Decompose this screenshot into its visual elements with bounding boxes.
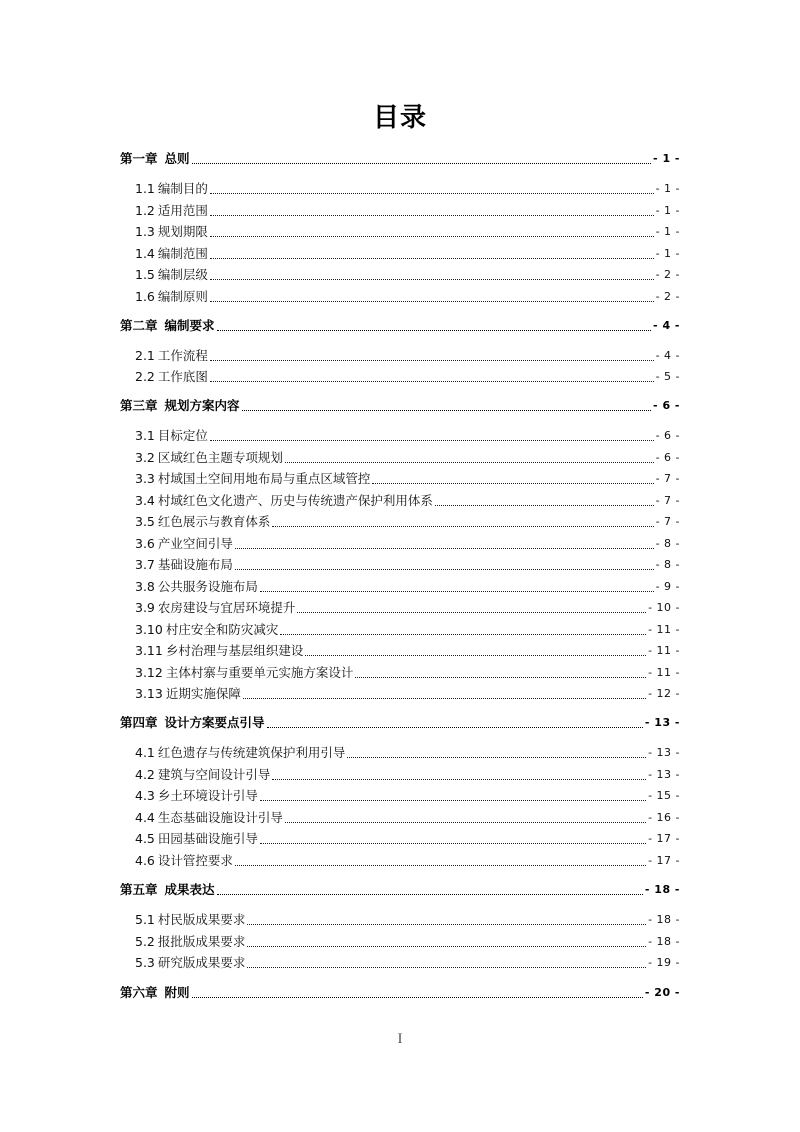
toc-entry-title: 目标定位 [157, 428, 208, 443]
dot-leader [217, 317, 652, 335]
toc-entry-number: 2.2 [135, 369, 155, 384]
toc-entry-number: 4.5 [135, 831, 155, 846]
toc-section-3-3[interactable] [120, 470, 680, 488]
dot-leader [372, 470, 653, 488]
toc-entry-title: 设计管控要求 [157, 852, 233, 868]
toc-section-3-7[interactable] [120, 556, 680, 574]
toc-entry-number: 4.6 [135, 852, 155, 868]
toc-entry-page: - 4 - [653, 319, 680, 332]
toc-entry-title: 生态基础设施设计引导 [157, 809, 283, 825]
toc-entry-page: - 1 - [655, 246, 680, 260]
toc-section-1-6[interactable] [120, 288, 680, 306]
dot-leader [267, 714, 643, 732]
toc-section-1-2[interactable] [120, 202, 680, 220]
dot-leader [235, 852, 646, 870]
dot-leader [260, 787, 646, 805]
toc-entry-title: 编制目的 [157, 181, 208, 196]
toc-entry-number: 3.4 [135, 492, 155, 508]
toc-section-3-12[interactable] [120, 664, 680, 682]
dot-leader [435, 492, 654, 510]
toc-section-2-1[interactable] [120, 347, 680, 365]
toc-entry-number: 3.3 [135, 471, 155, 486]
toc-entry-number: 5.3 [135, 955, 155, 970]
toc-entry-title: 研究版成果要求 [157, 955, 246, 970]
toc-section-3-11[interactable] [120, 642, 680, 660]
toc-section-1-3[interactable] [120, 223, 680, 241]
toc-section-5-3[interactable] [120, 954, 680, 972]
toc-section-4-4[interactable] [120, 809, 680, 827]
toc-entry-page: - 18 - [648, 934, 680, 948]
toc-entry-title: 公共服务设施布局 [157, 578, 258, 594]
toc-section-3-5[interactable] [120, 513, 680, 531]
dot-leader [210, 427, 654, 445]
toc-entry-title: 工作底图 [157, 369, 208, 384]
toc-entry-page: - 5 - [655, 370, 680, 383]
dot-leader [272, 766, 646, 784]
toc-section-5-2[interactable] [120, 933, 680, 951]
toc-entry-page: - 18 - [644, 883, 680, 896]
toc-section-4-1[interactable] [120, 744, 680, 762]
toc-entry-title: 编制层级 [157, 267, 208, 282]
toc-entry-title: 附则 [164, 985, 190, 1000]
toc-section-1-5[interactable] [120, 266, 680, 284]
toc-entry-page: - 1 - [655, 182, 680, 195]
dot-leader [210, 347, 654, 365]
toc-entry-title: 编制范围 [157, 245, 208, 261]
dot-leader [247, 954, 646, 972]
toc-entry-title: 村民版成果要求 [157, 912, 246, 927]
dot-leader [347, 744, 646, 762]
toc-section-3-10[interactable] [120, 621, 680, 639]
dot-leader [247, 933, 646, 951]
toc-entry-page: - 6 - [655, 450, 680, 464]
toc-section-3-2[interactable] [120, 449, 680, 467]
toc-section-4-6[interactable] [120, 852, 680, 870]
toc-entry-number: 5.2 [135, 933, 155, 949]
dot-leader [355, 664, 646, 682]
toc-section-3-8[interactable] [120, 578, 680, 596]
toc-entry-page: - 2 - [655, 268, 680, 281]
toc-entry-number: 4.2 [135, 766, 155, 782]
toc-section-3-4[interactable] [120, 492, 680, 510]
toc-entry-number: 第三章 [120, 398, 158, 413]
dot-leader [210, 266, 654, 284]
toc-entry-page: - 2 - [655, 289, 680, 303]
toc-entry-title: 工作流程 [157, 347, 208, 363]
toc-entry-title: 总则 [164, 151, 190, 166]
dot-leader [285, 809, 646, 827]
dot-leader [260, 578, 654, 596]
dot-leader [210, 245, 654, 263]
toc-entry-number: 2.1 [135, 347, 155, 363]
toc-entry-number: 1.3 [135, 224, 155, 239]
toc-entry-number: 第四章 [120, 715, 158, 730]
toc-entry-number: 第五章 [120, 882, 158, 897]
toc-entry-page: - 12 - [648, 687, 680, 700]
toc-entry-title: 村域红色文化遗产、历史与传统遗产保护利用体系 [157, 492, 433, 508]
toc-section-2-2[interactable] [120, 368, 680, 386]
toc-entry-title: 成果表达 [164, 882, 215, 897]
toc-entry-number: 3.9 [135, 600, 155, 615]
toc-entry-title: 红色遗存与传统建筑保护利用引导 [157, 745, 346, 760]
toc-entry-page: - 8 - [655, 558, 680, 571]
dot-leader [305, 642, 646, 660]
toc-entry-page: - 10 - [648, 601, 680, 614]
toc-entry-title: 乡村治理与基层组织建设 [165, 643, 304, 658]
toc-entry-page: - 8 - [655, 536, 680, 550]
toc-entry-title: 农房建设与宜居环境提升 [157, 600, 296, 615]
toc-entry-page: - 6 - [655, 429, 680, 442]
toc-entry-page: - 7 - [655, 515, 680, 528]
toc-entry-number: 3.7 [135, 557, 155, 572]
toc-entry-title: 适用范围 [157, 202, 208, 218]
toc-entry-number: 3.12 [135, 664, 163, 680]
toc-entry-number: 1.6 [135, 288, 155, 304]
toc-entry-page: - 11 - [648, 622, 680, 636]
toc-section-3-6[interactable] [120, 535, 680, 553]
toc-section-3-9[interactable] [120, 599, 680, 617]
toc-entry-title: 乡土环境设计引导 [157, 788, 258, 803]
toc-entry-number: 1.5 [135, 267, 155, 282]
dot-leader [192, 984, 643, 1002]
toc-entry-number: 5.1 [135, 912, 155, 927]
toc-entry-page: - 13 - [644, 716, 680, 729]
dot-leader [210, 180, 654, 198]
toc-entry-page: - 11 - [648, 644, 680, 657]
dot-leader [235, 535, 654, 553]
toc-chapter-4[interactable] [120, 714, 680, 732]
toc-entry-number: 4.3 [135, 788, 155, 803]
dot-leader [243, 685, 646, 703]
dot-leader [280, 621, 646, 639]
toc-entry-number: 4.1 [135, 745, 155, 760]
toc-entry-title: 编制原则 [157, 288, 208, 304]
dot-leader [260, 830, 646, 848]
dot-leader [247, 911, 646, 929]
toc-entry-title: 村域国土空间用地布局与重点区域管控 [157, 471, 371, 486]
page-number: I [397, 1031, 403, 1047]
toc-section-4-3[interactable] [120, 787, 680, 805]
toc-section-3-13[interactable] [120, 685, 680, 703]
toc-section-4-5[interactable] [120, 830, 680, 848]
toc-entry-page: - 15 - [648, 789, 680, 802]
toc-chapter-3[interactable] [120, 397, 680, 415]
dot-leader [210, 202, 654, 220]
toc-entry-page: - 17 - [648, 832, 680, 845]
dot-leader [192, 150, 652, 168]
toc-section-3-1[interactable] [120, 427, 680, 445]
toc-entry-title: 基础设施布局 [157, 557, 233, 572]
toc-entry-number: 1.1 [135, 181, 155, 196]
toc-entry-number: 1.2 [135, 202, 155, 218]
toc-entry-number: 1.4 [135, 245, 155, 261]
toc-entry-number: 第二章 [120, 318, 158, 333]
toc-chapter-5[interactable] [120, 881, 680, 899]
toc-entry-number: 3.5 [135, 514, 155, 529]
toc-entry-page: - 20 - [644, 986, 680, 999]
toc-entry-number: 3.1 [135, 428, 155, 443]
toc-entry-page: - 13 - [648, 746, 680, 759]
toc-entry-number: 3.6 [135, 535, 155, 551]
dot-leader [210, 368, 654, 386]
toc-entry-title: 田园基础设施引导 [157, 831, 258, 846]
toc-entry-page: - 1 - [653, 152, 680, 165]
dot-leader [285, 449, 654, 467]
toc-entry-page: - 16 - [648, 810, 680, 824]
toc-entry-page: - 19 - [648, 956, 680, 969]
toc-entry-page: - 9 - [655, 579, 680, 593]
toc-chapter-1[interactable] [120, 150, 680, 168]
dot-leader [235, 556, 654, 574]
dot-leader [242, 397, 652, 415]
toc-entry-number: 第六章 [120, 985, 158, 1000]
toc-entry-number: 4.4 [135, 809, 155, 825]
toc-section-5-1[interactable] [120, 911, 680, 929]
toc-entry-title: 产业空间引导 [157, 535, 233, 551]
toc-entry-title: 设计方案要点引导 [164, 715, 265, 730]
toc-section-1-4[interactable] [120, 245, 680, 263]
toc-entry-title: 主体村寨与重要单元实施方案设计 [165, 664, 354, 680]
toc-entry-page: - 1 - [655, 203, 680, 217]
toc-entry-page: - 13 - [648, 767, 680, 781]
toc-entry-number: 3.10 [135, 621, 163, 637]
toc-entry-number: 3.2 [135, 449, 155, 465]
toc-entry-number: 3.8 [135, 578, 155, 594]
toc-entry-page: - 7 - [655, 472, 680, 485]
toc-entry-number: 第一章 [120, 151, 158, 166]
toc-entry-page: - 1 - [655, 225, 680, 238]
toc-entry-title: 规划期限 [157, 224, 208, 239]
dot-leader [217, 881, 643, 899]
toc-entry-title: 规划方案内容 [164, 398, 240, 413]
toc-chapter-6[interactable] [120, 984, 680, 1002]
toc-entry-page: - 7 - [655, 493, 680, 507]
dot-leader [210, 288, 654, 306]
toc-chapter-2[interactable] [120, 317, 680, 335]
toc-entry-page: - 17 - [648, 853, 680, 867]
toc-entry-page: - 4 - [655, 348, 680, 362]
toc-entry-number: 3.11 [135, 643, 163, 658]
toc-entry-title: 区域红色主题专项规划 [157, 449, 283, 465]
toc-entry-title: 村庄安全和防灾减灾 [165, 621, 279, 637]
toc-entry-number: 3.13 [135, 686, 163, 701]
page-title: 目录 [372, 103, 427, 133]
toc-entry-title: 红色展示与教育体系 [157, 514, 271, 529]
dot-leader [210, 223, 654, 241]
dot-leader [272, 513, 653, 531]
dot-leader [297, 599, 646, 617]
toc-section-1-1[interactable] [120, 180, 680, 198]
toc-entry-title: 编制要求 [164, 318, 215, 333]
toc-entry-page: - 18 - [648, 913, 680, 926]
toc-section-4-2[interactable] [120, 766, 680, 784]
toc-entry-page: - 11 - [648, 665, 680, 679]
toc-entry-title: 近期实施保障 [165, 686, 241, 701]
toc-entry-page: - 6 - [653, 399, 680, 412]
toc-entry-title: 建筑与空间设计引导 [157, 766, 271, 782]
toc-entry-title: 报批版成果要求 [157, 933, 246, 949]
